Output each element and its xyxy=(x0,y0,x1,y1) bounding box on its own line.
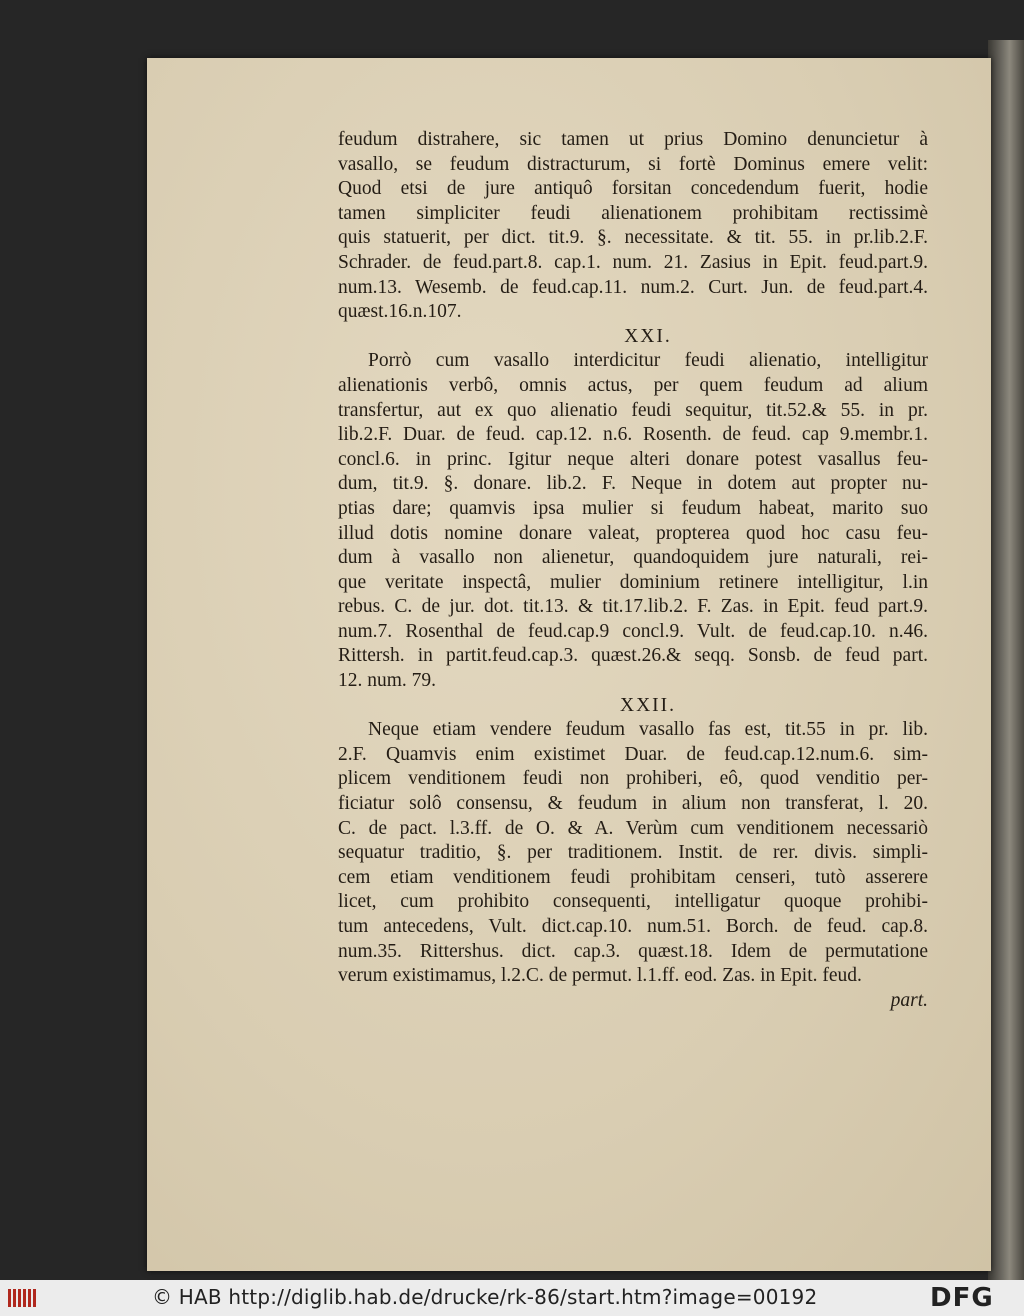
footer-bar xyxy=(0,1280,1024,1316)
catchword: part. xyxy=(890,989,928,1011)
text-line: quis statuerit, per dict. tit.9. §. necessitate. & tit. 55. in pr.lib.2.F. xyxy=(338,227,928,249)
text-line: Schrader. de feud.part.8. cap.1. num. 21. Zasius in Epit. feud.part.9. xyxy=(338,251,928,273)
text-line: lib.2.F. Duar. de feud. cap.12. n.6. Rosenth. de feud. cap 9.membr.1. xyxy=(338,424,928,446)
text-line: Rittersh. in partit.feud.cap.3. quæst.26.& seqq. Sonsb. de feud part. xyxy=(338,645,928,667)
text-line: sequatur traditio, §. per traditionem. Instit. de rer. divis. simpli- xyxy=(338,842,928,864)
hab-logo-icon xyxy=(6,1286,42,1310)
text-line: illud dotis nomine donare valeat, propterea quod hoc casu feu- xyxy=(338,522,928,544)
text-line: cem etiam venditionem feudi prohibitam censeri, tutò asserere xyxy=(338,866,928,888)
text-line: Porrò cum vasallo interdicitur feudi alienatio, intelligitur xyxy=(368,350,928,372)
section-heading-xxii: XXII. xyxy=(619,694,677,716)
dfg-logo: DFG xyxy=(930,1283,994,1313)
text-line: num.13. Wesemb. de feud.cap.11. num.2. Curt. Jun. de feud.part.4. xyxy=(338,276,928,298)
text-line: ptias dare; quamvis ipsa mulier si feudum habeat, marito suo xyxy=(338,497,928,519)
text-line: dum à vasallo non alienetur, quandoquidem jure naturali, rei- xyxy=(338,547,928,569)
text-line: que veritate inspectâ, mulier dominium retinere intelligitur, l.in xyxy=(338,571,928,593)
text-line: rebus. C. de jur. dot. tit.13. & tit.17.lib.2. F. Zas. in Epit. feud part.9. xyxy=(338,596,928,618)
text-line: Quod etsi de jure antiquô forsitan concedendum fuerit, hodie xyxy=(338,178,928,200)
text-line: alienationis verbô, omnis actus, per quem feudum ad alium xyxy=(338,374,928,396)
page-text xyxy=(338,128,928,1013)
paragraph-xxii xyxy=(338,718,928,989)
text-line: 2.F. Quamvis enim existimet Duar. de feud.cap.12.num.6. sim- xyxy=(338,743,928,765)
paragraph-continuation xyxy=(338,128,928,325)
text-line: ficiatur solô consensu, & feudum in alium non transferat, l. 20. xyxy=(338,793,928,815)
text-line: concl.6. in princ. Igitur neque alteri donare potest vasallus feu- xyxy=(338,448,928,470)
text-line: dum, tit.9. §. donare. lib.2. F. Neque in dotem aut propter nu- xyxy=(338,473,928,495)
section-heading-xxi: XXI. xyxy=(624,325,672,347)
book-edge xyxy=(988,40,1024,1280)
text-line: feudum distrahere, sic tamen ut prius Domino denuncietur à xyxy=(338,129,928,150)
text-line: num.7. Rosenthal de feud.cap.9 concl.9. Vult. de feud.cap.10. n.46. xyxy=(338,620,928,642)
text-line: tamen simpliciter feudi alienationem prohibitam rectissimè xyxy=(338,202,928,224)
text-line: C. de pact. l.3.ff. de O. & A. Verùm cum venditionem necessariò xyxy=(338,817,928,839)
paragraph-xxi xyxy=(338,349,928,693)
text-line: transfertur, aut ex quo alienatio feudi sequitur, tit.52.& 55. in pr. xyxy=(338,399,928,421)
footer-credit: © HAB http://diglib.hab.de/drucke/rk-86/start.htm?image=00192 xyxy=(152,1285,818,1309)
text-line: verum existimamus, l.2.C. de permut. l.1.ff. eod. Zas. in Epit. feud. xyxy=(338,965,862,987)
text-line: Neque etiam vendere feudum vasallo fas est, tit.55 in pr. lib. xyxy=(368,719,928,741)
text-line: 12. num. 79. xyxy=(338,670,437,692)
text-line: plicem venditionem feudi non prohiberi, eô, quod venditio per- xyxy=(338,768,928,790)
text-line: licet, cum prohibito consequenti, intelligatur quoque prohibi- xyxy=(338,891,928,913)
text-line: tum antecedens, Vult. dict.cap.10. num.51. Borch. de feud. cap.8. xyxy=(338,916,928,937)
text-line: num.35. Rittershus. dict. cap.3. quæst.18. Idem de permutatione xyxy=(338,940,928,962)
text-line: quæst.16.n.107. xyxy=(338,301,462,323)
text-line: vasallo, se feudum distracturum, si fortè Dominus emere velit: xyxy=(338,153,928,175)
